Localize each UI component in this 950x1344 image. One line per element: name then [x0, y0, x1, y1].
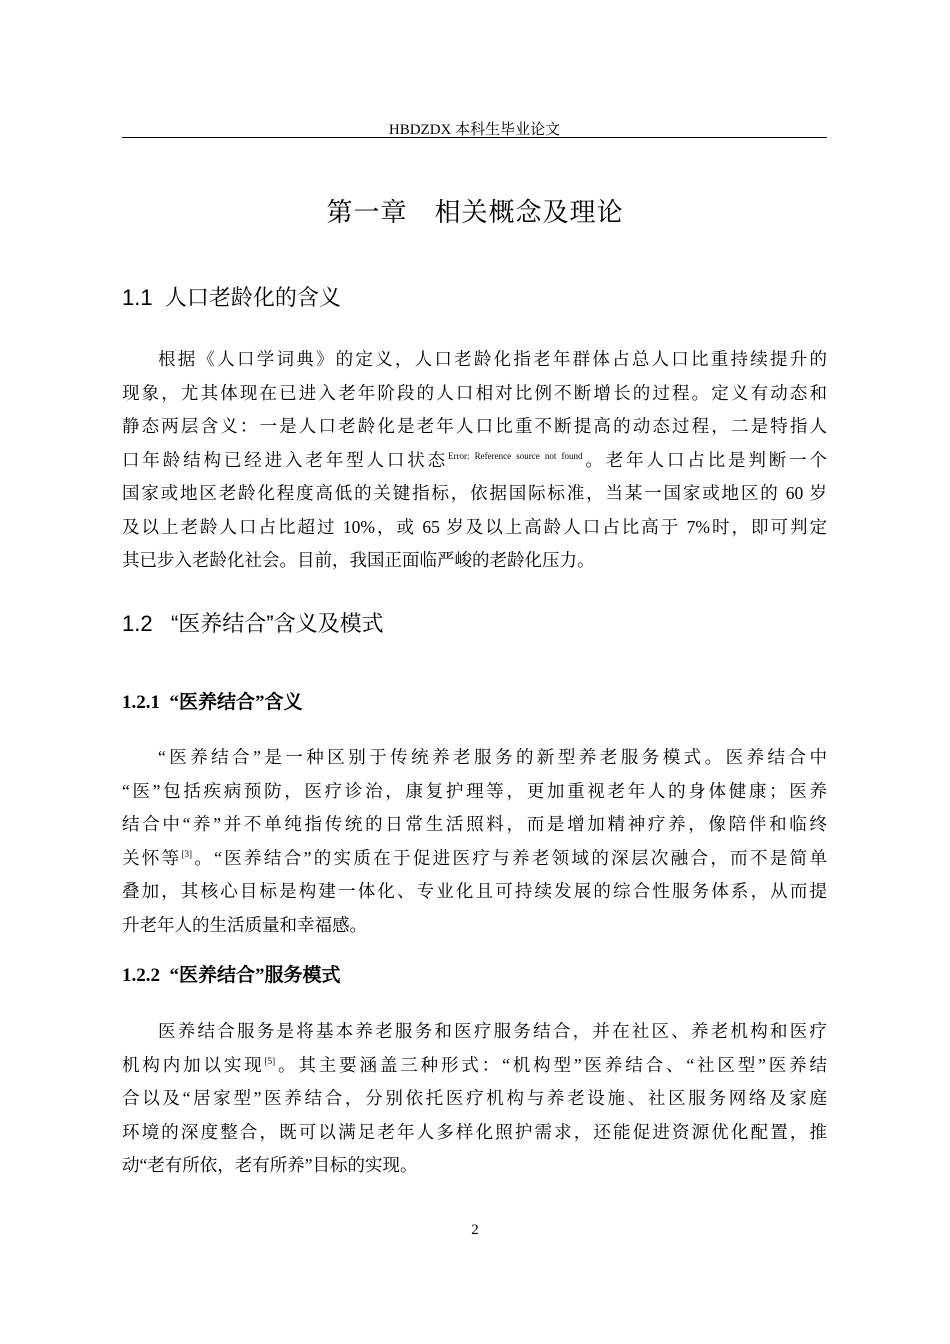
line-text: 。其主要涵盖三种形式：“机构型”医养结合、“社区型”医养结 — [275, 1054, 827, 1075]
running-header: HBDZDX 本科生毕业论文 — [388, 122, 561, 138]
text-line: 升老年人的生活质量和幸福感。 — [122, 914, 367, 935]
text-line — [122, 842, 827, 876]
citation-reference: Error: Reference source not found — [448, 450, 583, 461]
section-heading-1-2-1 — [122, 687, 303, 714]
text-line: 叠加，其核心目标是构建一体化、专业化且可持续发展的综合性服务体系，从而提 — [122, 881, 827, 901]
section-number: 1.2.1 — [122, 692, 160, 713]
section-title: “医养结合”含义及模式 — [170, 611, 384, 636]
text-line: 现象，尤其体现在已进入老年阶段的人口相对比例不断增长的过程。定义有动态和 — [122, 382, 827, 403]
section-title: “医养结合”服务模式 — [169, 965, 341, 986]
chapter-title: 第一章 相关概念及理论 — [326, 197, 624, 227]
text-line — [122, 444, 827, 478]
section-heading-1-1 — [122, 281, 341, 312]
citation-reference: [3] — [181, 848, 192, 859]
line-text: 口年龄结构已经进入老年型人口状态 — [122, 449, 449, 470]
text-line — [122, 1049, 827, 1083]
section-heading-1-2-2 — [122, 960, 341, 987]
text-line: 根据《人口学词典》的定义，人口老龄化指老年群体占总人口比重持续提升的 — [158, 349, 827, 369]
section-number: 1.1 — [122, 285, 153, 310]
paragraph-integration-meaning — [122, 741, 827, 942]
line-text: 。“医养结合”的实质在于促进医疗与养老领域的深层次融合，而不是简单 — [192, 847, 827, 868]
text-line: 国家或地区老龄化程度高低的关键指标，依据国际标准，当某一国家或地区的 60 岁 — [122, 483, 827, 503]
text-line: 结合中“养”并不单纯指传统的日常生活照料，而是增加精神疗养，像陪伴和临终 — [122, 814, 827, 834]
text-line: 其已步入老龄化社会。目前，我国正面临严峻的老龄化压力。 — [122, 550, 595, 570]
paragraph-service-models — [122, 1015, 827, 1183]
section-number: 1.2.2 — [122, 965, 160, 986]
text-line: 动“老有所依，老有所养”目标的实现。 — [122, 1155, 418, 1175]
paragraph-aging-definition — [122, 343, 827, 578]
text-line: 环境的深度整合，既可以满足老年人多样化照护需求，还能促进资源优化配置，推 — [122, 1121, 827, 1142]
citation-reference: [5] — [264, 1055, 276, 1066]
text-line: 静态两层含义：一是人口老龄化是老年人口比重不断提高的动态过程，二是特指人 — [122, 416, 827, 436]
line-text: 机构内加以实现 — [122, 1054, 265, 1075]
line-text: 关怀等 — [122, 847, 182, 868]
section-heading-1-2 — [122, 607, 384, 638]
section-title: “医养结合”含义 — [169, 692, 303, 713]
section-title: 人口老龄化的含义 — [164, 285, 341, 310]
line-text: 。老年人口占比是判断一个 — [582, 449, 828, 470]
text-line: 及以上老龄人口占比超过 10%，或 65 岁及以上高龄人口占比高于 7%时，即可判定 — [122, 516, 827, 537]
header-rule — [122, 137, 827, 138]
text-line: “医养结合”是一种区别于传统养老服务的新型养老服务模式。医养结合中 — [158, 747, 827, 767]
text-line: 医养结合服务是将基本养老服务和医疗服务结合，并在社区、养老机构和医疗 — [158, 1021, 827, 1041]
text-line: 合以及“居家型”医养结合，分别依托医疗机构与养老设施、社区服务网络及家庭 — [122, 1088, 827, 1108]
text-line: “医”包括疾病预防，医疗诊治，康复护理等，更加重视老年人的身体健康；医养 — [122, 780, 827, 801]
page-number: 2 — [471, 1222, 479, 1238]
section-number: 1.2 — [122, 611, 153, 636]
